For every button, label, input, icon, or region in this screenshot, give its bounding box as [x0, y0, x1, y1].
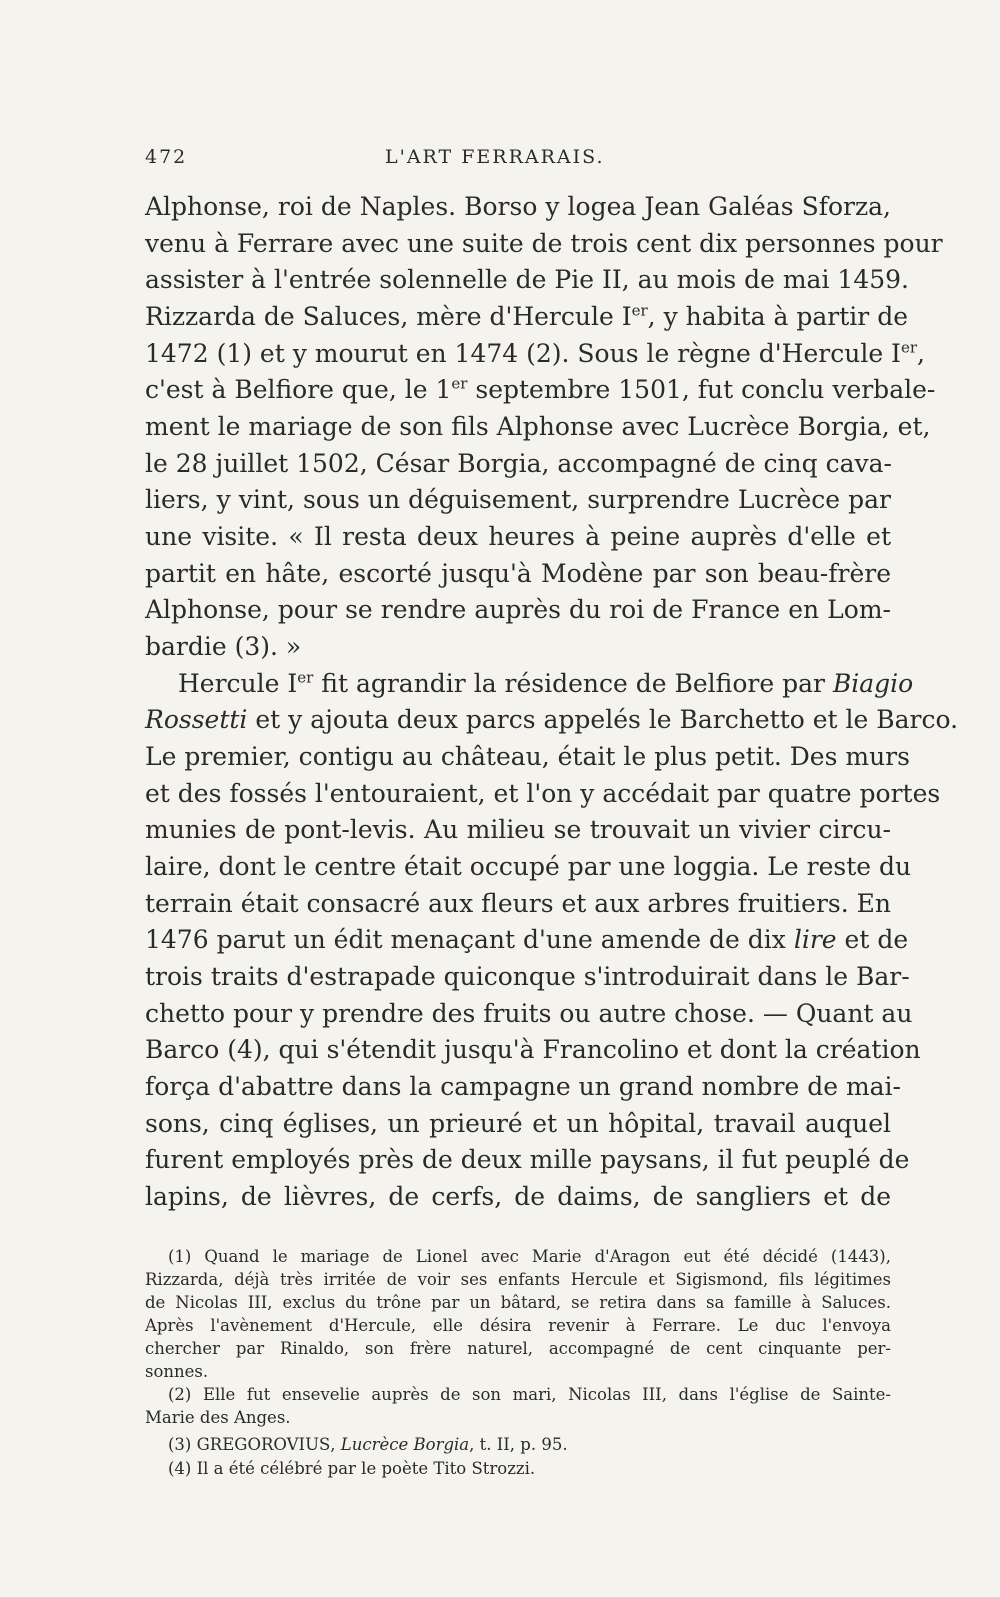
body-line: terrain était consacré aux fleurs et aux arbres fruitiers. En	[145, 889, 891, 918]
footnote-line: Marie des Anges.	[145, 1408, 291, 1427]
body-line: chetto pour y prendre des fruits ou autre chose. — Quant au	[145, 999, 913, 1028]
body-line: Rossetti et y ajouta deux parcs appelés le Barchetto et le Barco.	[145, 705, 959, 734]
body-line: Hercule Ier fit agrandir la résidence de Belfiore par Biagio	[178, 668, 914, 698]
footnote-4: (4) Il a été célébré par le poète Tito Strozzi.	[168, 1459, 536, 1478]
body-line: furent employés près de deux mille paysans, il fut peuplé de	[145, 1145, 910, 1174]
body-line: Rizzarda de Saluces, mère d'Hercule Ier, y habita à partir de	[145, 301, 908, 331]
body-line: força d'abattre dans la campagne un grand nombre de mai-	[145, 1072, 901, 1101]
body-line: 1476 parut un édit menaçant d'une amende de dix lire et de	[145, 925, 909, 954]
footnote-line: sonnes.	[145, 1362, 209, 1381]
body-line: une visite. « Il resta deux heures à peine auprès d'elle et	[145, 522, 891, 551]
footnote-line: chercher par Rinaldo, son frère naturel, accompagné de cent cinquante per-	[145, 1339, 891, 1358]
footnote-3: (3) GREGOROVIUS, Lucrèce Borgia, t. II, p. 95.	[168, 1435, 568, 1454]
running-title: L'ART FERRARAIS.	[385, 146, 605, 168]
page-number: 472	[145, 146, 188, 168]
body-line: ment le mariage de son fils Alphonse avec Lucrèce Borgia, et,	[145, 412, 931, 441]
body-line: Le premier, contigu au château, était le plus petit. Des murs	[145, 742, 910, 771]
body-line: munies de pont-levis. Au milieu se trouvait un vivier circu-	[145, 815, 891, 844]
body-line: 1472 (1) et y mourut en 1474 (2). Sous le règne d'Hercule Ier,	[145, 338, 925, 368]
body-line: Alphonse, roi de Naples. Borso y logea Jean Galéas Sforza,	[145, 192, 891, 221]
body-line: laire, dont le centre était occupé par une loggia. Le reste du	[145, 852, 912, 881]
body-line: bardie (3). »	[145, 632, 302, 661]
running-header	[145, 146, 889, 176]
body-line: Alphonse, pour se rendre auprès du roi de France en Lom-	[145, 595, 891, 624]
body-line: venu à Ferrare avec une suite de trois cent dix personnes pour	[145, 229, 943, 258]
body-line: partit en hâte, escorté jusqu'à Modène par son beau-frère	[145, 559, 891, 588]
footnote-2: (2) Elle fut ensevelie auprès de son mari, Nicolas III, dans l'église de Sainte-	[168, 1385, 891, 1404]
body-line: sons, cinq églises, un prieuré et un hôpital, travail auquel	[145, 1109, 891, 1138]
body-line: lapins, de lièvres, de cerfs, de daims, de sangliers et de	[145, 1182, 891, 1211]
body-line: assister à l'entrée solennelle de Pie II, au mois de mai 1459.	[145, 265, 909, 294]
footnote-line: Rizzarda, déjà très irritée de voir ses enfants Hercule et Sigismond, fils légitimes	[145, 1270, 891, 1289]
footnote-line: de Nicolas III, exclus du trône par un bâtard, se retira dans sa famille à Saluces.	[145, 1293, 891, 1312]
body-line: trois traits d'estrapade quiconque s'introduirait dans le Bar-	[145, 962, 910, 991]
footnote-1: (1) Quand le mariage de Lionel avec Marie d'Aragon eut été décidé (1443),	[168, 1247, 891, 1266]
body-line: c'est à Belfiore que, le 1er septembre 1501, fut conclu verbale-	[145, 374, 936, 404]
body-line: le 28 juillet 1502, César Borgia, accompagné de cinq cava-	[145, 449, 892, 478]
body-line: liers, y vint, sous un déguisement, surprendre Lucrèce par	[145, 485, 891, 514]
footnote-line: Après l'avènement d'Hercule, elle désira revenir à Ferrare. Le duc l'envoya	[145, 1316, 891, 1335]
body-line: et des fossés l'entouraient, et l'on y accédait par quatre portes	[145, 779, 941, 808]
body-line: Barco (4), qui s'étendit jusqu'à Francolino et dont la création	[145, 1035, 921, 1064]
